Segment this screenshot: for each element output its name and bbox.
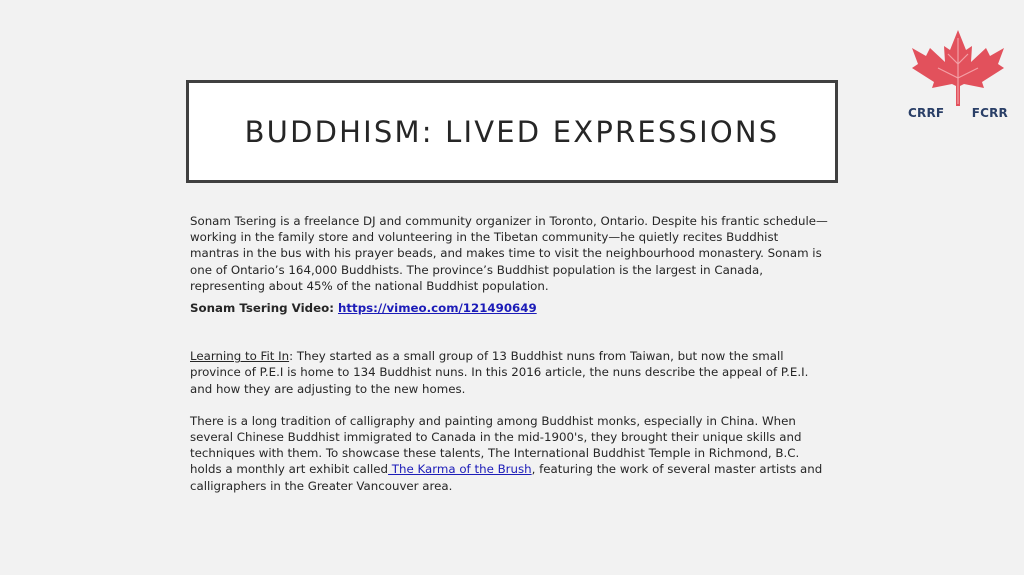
paragraph-nuns-text: : They started as a small group of 13 Buddhist nuns from Taiwan, but now the small province of P.E.I is home to 134 Buddhist nuns. In this 2016 article, the nuns describe the appeal of P.E.I. and how they are adjusting to the new homes. bbox=[190, 349, 809, 396]
learning-to-fit-in-link[interactable]: Learning to Fit In bbox=[190, 349, 290, 364]
paragraph-calligraphy bbox=[190, 413, 830, 494]
slide-title: BUDDHISM: LIVED EXPRESSIONS bbox=[244, 114, 780, 149]
logo-text-left: CRRF bbox=[908, 106, 945, 120]
paragraph-nuns bbox=[190, 348, 830, 397]
paragraph-calligraphy-before: There is a long tradition of calligraphy and painting among Buddhist monks, especially in China. When several Chinese Buddhist immigrated to Canada in the mid-1900's, they brought their unique skills and techniques with them. To showcase these talents, The International Buddhist Temple in Richmond, B.C. holds a monthly art exhibit called bbox=[190, 413, 802, 477]
paragraph-calligraphy-after: , featuring the work of several master artists and calligraphers in the Greater Vancouver area. bbox=[190, 462, 823, 493]
title-box bbox=[186, 80, 838, 183]
video-link[interactable]: https://vimeo.com/121490649 bbox=[338, 301, 537, 316]
maple-leaf-icon bbox=[908, 28, 1008, 108]
video-line bbox=[190, 300, 830, 316]
video-label: Sonam Tsering Video: bbox=[190, 301, 339, 316]
logo-text-right: FCRR bbox=[971, 106, 1008, 120]
paragraph-sonam: Sonam Tsering is a freelance DJ and community organizer in Toronto, Ontario. Despite his frantic schedule—working in the family store and volunteering in the Tibetan community—he quietly recites Buddhist mantras in the bus with his prayer beads, and makes time to visit the neighbourhood monastery. Sonam is one of Ontario’s 164,000 Buddhists. The province’s Buddhist population is the largest in Canada, representing about 45% of the national Buddhist population. bbox=[190, 214, 828, 293]
slide-body bbox=[190, 213, 830, 494]
karma-of-the-brush-link[interactable]: The Karma of the Brush bbox=[388, 462, 532, 477]
crrf-logo bbox=[908, 28, 1008, 124]
